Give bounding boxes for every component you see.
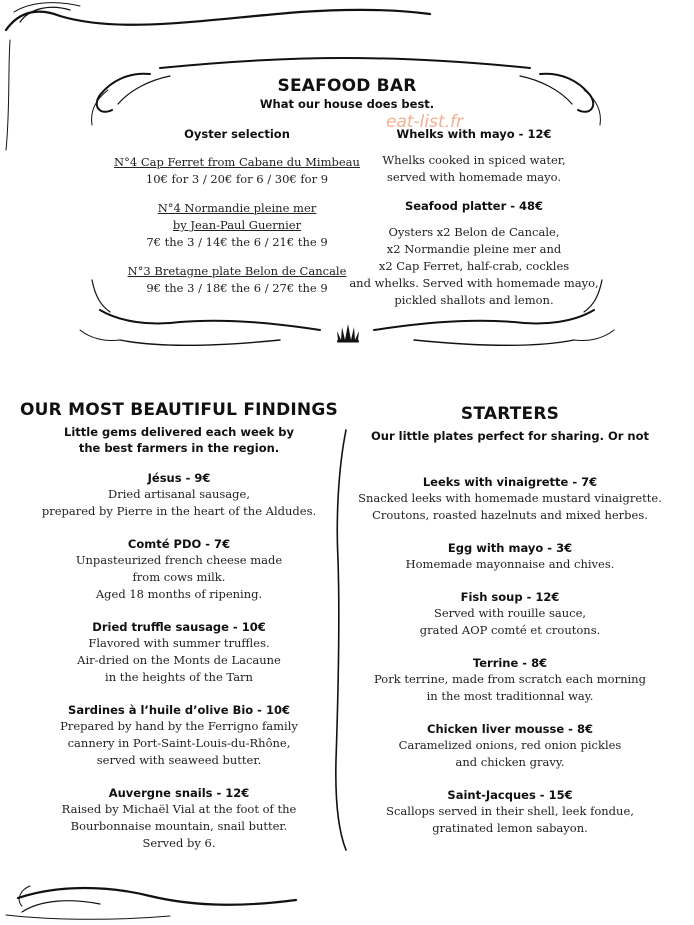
menu-item xyxy=(352,589,668,639)
starters-title: STARTERS xyxy=(460,404,560,424)
findings-title: OUR MOST BEAUTIFUL FINDINGS xyxy=(20,400,338,420)
findings-subtitle: Little gems delivered each week by xyxy=(64,425,294,439)
item-desc: Dried artisanal sausage, xyxy=(108,487,250,501)
menu-item xyxy=(14,470,344,520)
item-desc: prepared by Pierre in the heart of the Aldudes. xyxy=(41,504,317,518)
item-desc: grated AOP comté et croutons. xyxy=(419,623,601,637)
platter-desc: x2 Cap Ferret, half-crab, cockles xyxy=(378,259,570,273)
seafood-right-column xyxy=(340,126,608,309)
findings-section xyxy=(14,400,344,852)
item-title: Leeks with vinaigrette - 7€ xyxy=(422,475,598,489)
item-desc: Raised by Michaël Vial at the foot of the xyxy=(61,802,297,816)
platter-desc: x2 Normandie pleine mer and xyxy=(386,242,562,256)
platter-desc: and whelks. Served with homemade mayo, xyxy=(349,276,599,290)
item-desc: in the heights of the Tarn xyxy=(105,670,253,684)
item-desc: Served by 6. xyxy=(142,836,216,850)
starters-subtitle: Our little plates perfect for sharing. Or not xyxy=(371,429,649,443)
item-title: Egg with mayo - 3€ xyxy=(447,541,573,555)
oyster-name: N°4 Normandie pleine mer xyxy=(157,201,317,215)
menu-item xyxy=(352,655,668,705)
item-title: Jésus - 9€ xyxy=(147,471,211,485)
platter-desc: pickled shallots and lemon. xyxy=(394,293,554,307)
item-desc: Caramelized onions, red onion pickles xyxy=(398,738,622,752)
item-desc: Air-dried on the Monts de Lacaune xyxy=(77,653,281,667)
item-desc: Bourbonnaise mountain, snail butter. xyxy=(70,819,288,833)
item-desc: Prepared by hand by the Ferrigno family xyxy=(60,719,298,733)
item-title: Comté PDO - 7€ xyxy=(127,537,231,551)
item-desc: in the most traditionnal way. xyxy=(426,689,594,703)
item-title: Terrine - 8€ xyxy=(472,656,548,670)
oyster-heading: Oyster selection xyxy=(184,127,290,141)
whelks-desc: served with homemade mayo. xyxy=(387,170,561,184)
menu-item xyxy=(14,702,344,769)
oyster-name: N°4 Cap Ferret from Cabane du Mimbeau xyxy=(114,155,360,169)
oyster-section xyxy=(92,126,382,297)
whelks-title: Whelks with mayo - 12€ xyxy=(396,127,552,141)
menu-item xyxy=(352,540,668,573)
item-desc: Pork terrine, made from scratch each morning xyxy=(374,672,646,686)
oyster-price: 10€ for 3 / 20€ for 6 / 30€ for 9 xyxy=(145,172,329,186)
item-desc: Aged 18 months of ripening. xyxy=(95,587,263,601)
item-desc: Snacked leeks with homemade mustard vinaigrette. xyxy=(358,491,662,505)
item-desc: gratinated lemon sabayon. xyxy=(432,821,588,835)
item-desc: from cows milk. xyxy=(132,570,226,584)
item-desc: Scallops served in their shell, leek fondue, xyxy=(386,804,634,818)
item-title: Auvergne snails - 12€ xyxy=(108,786,250,800)
oyster-price: 7€ the 3 / 14€ the 6 / 21€ the 9 xyxy=(146,235,328,249)
item-desc: Croutons, roasted hazelnuts and mixed herbes. xyxy=(372,508,648,522)
item-desc: Unpasteurized french cheese made xyxy=(75,553,283,567)
seafood-subtitle: What our house does best. xyxy=(259,97,435,111)
menu-item xyxy=(14,785,344,852)
oyster-name: by Jean-Paul Guernier xyxy=(172,218,302,232)
platter-title: Seafood platter - 48€ xyxy=(404,199,544,213)
item-title: Fish soup - 12€ xyxy=(460,590,560,604)
item-title: Sardines à l’huile d’olive Bio - 10€ xyxy=(68,703,290,717)
menu-item xyxy=(14,536,344,603)
menu-item xyxy=(352,721,668,771)
item-desc: Served with rouille sauce, xyxy=(433,606,587,620)
item-desc: Homemade mayonnaise and chives. xyxy=(405,557,615,571)
item-desc: cannery in Port-Saint-Louis-du-Rhône, xyxy=(67,736,291,750)
item-title: Saint-Jacques - 15€ xyxy=(447,788,573,802)
whelks-desc: Whelks cooked in spiced water, xyxy=(382,153,566,167)
shell-icon xyxy=(334,322,362,344)
oyster-name: N°3 Bretagne plate Belon de Cancale xyxy=(127,264,347,278)
item-desc: served with seaweed butter. xyxy=(96,753,262,767)
watermark: eat-list.fr xyxy=(386,112,464,132)
item-title: Chicken liver mousse - 8€ xyxy=(427,722,593,736)
oyster-price: 9€ the 3 / 18€ the 6 / 27€ the 9 xyxy=(146,281,328,295)
menu-item xyxy=(352,787,668,837)
menu-item xyxy=(14,619,344,686)
menu-item xyxy=(352,474,668,524)
item-title: Dried truffle sausage - 10€ xyxy=(92,620,266,634)
item-desc: Flavored with summer truffles. xyxy=(88,636,270,650)
item-desc: and chicken gravy. xyxy=(455,755,565,769)
starters-section xyxy=(352,404,668,837)
findings-subtitle: the best farmers in the region. xyxy=(78,441,280,455)
platter-desc: Oysters x2 Belon de Cancale, xyxy=(388,225,560,239)
seafood-title: SEAFOOD BAR xyxy=(277,76,417,96)
